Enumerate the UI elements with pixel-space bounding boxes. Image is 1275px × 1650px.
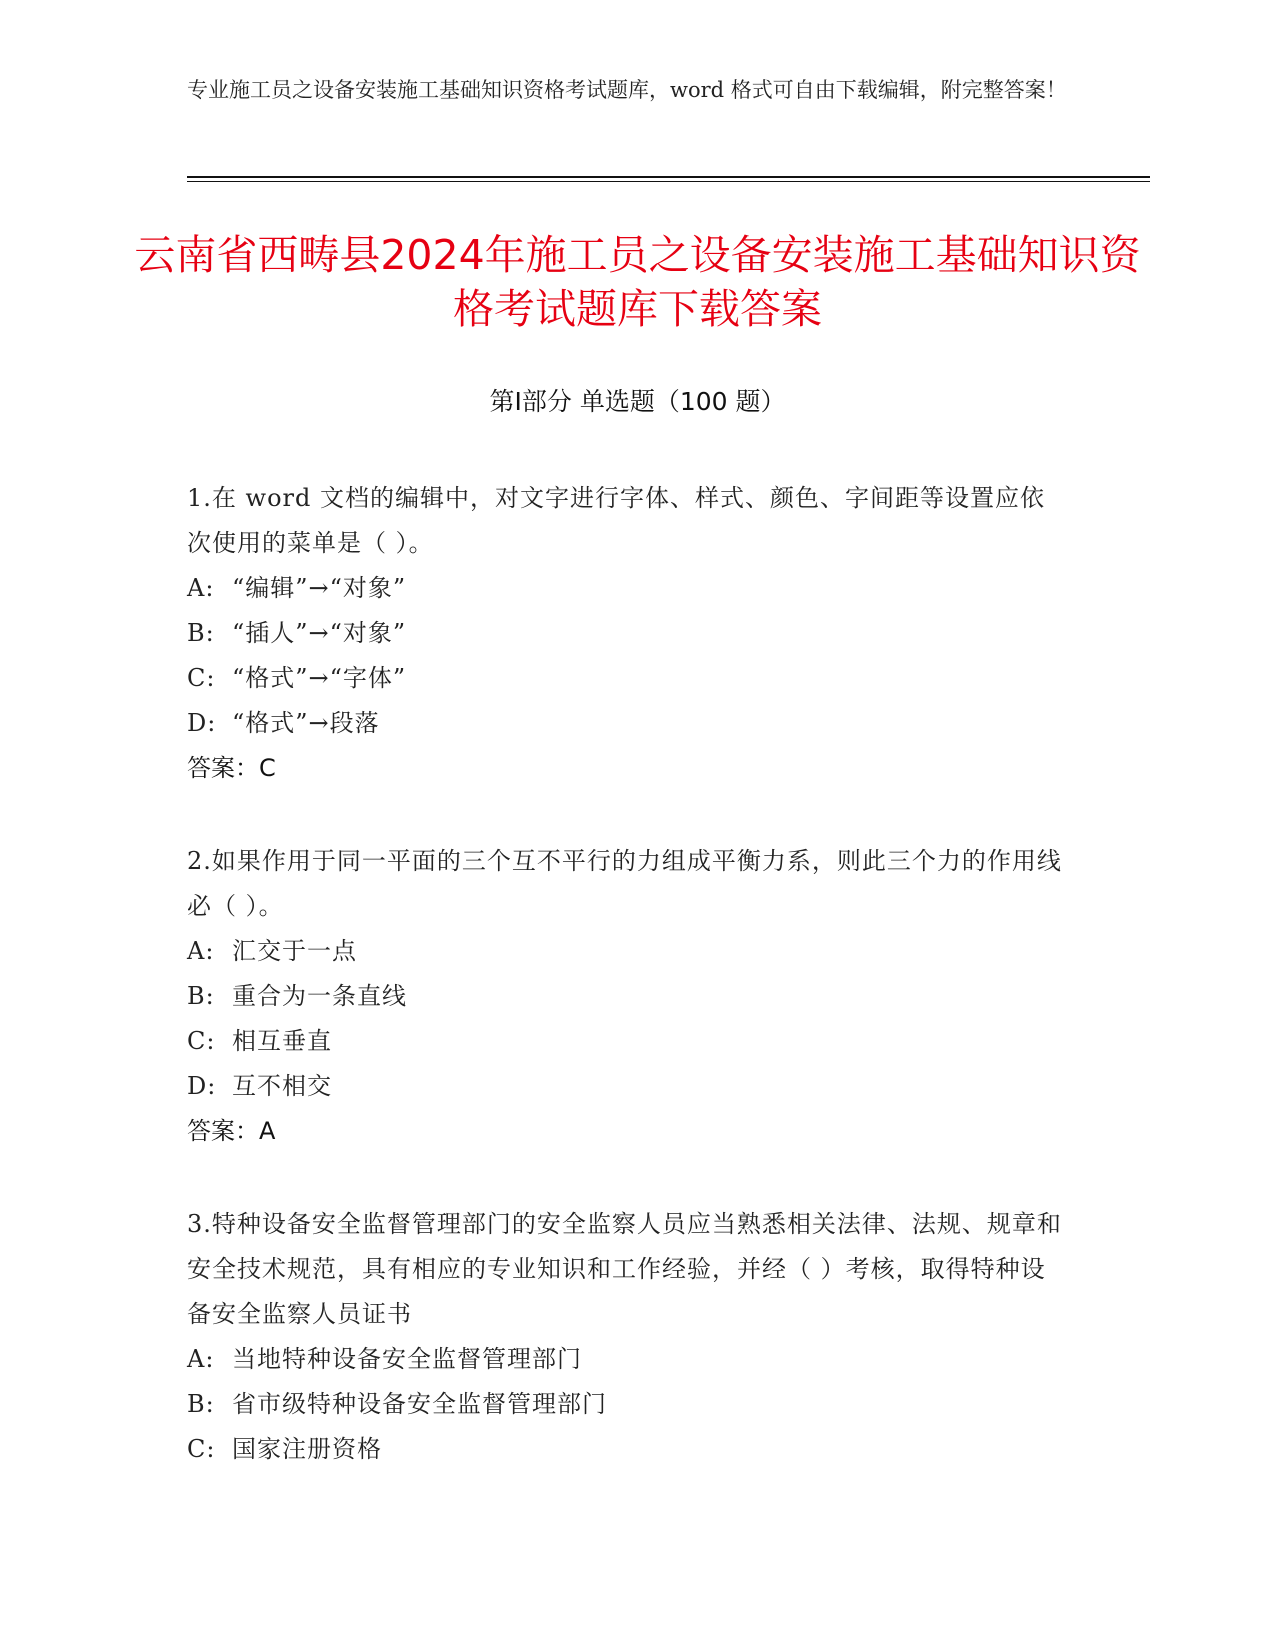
option-text: 省市级特种设备安全监督管理部门 xyxy=(232,1390,607,1418)
header-rule-thin xyxy=(187,181,1150,182)
answer-line: 答案：A xyxy=(187,1117,276,1145)
header-note: 专业施工员之设备安装施工基础知识资格考试题库，word 格式可自由下载编辑，附完整答案！ xyxy=(187,78,1067,102)
option-key: B: xyxy=(187,982,215,1010)
option-key: B: xyxy=(187,1390,215,1418)
option-text: 互不相交 xyxy=(232,1072,332,1100)
option-b xyxy=(187,974,1067,1019)
option-text: “格式”→段落 xyxy=(232,709,380,737)
option-text: 国家注册资格 xyxy=(232,1435,382,1463)
option-key: A: xyxy=(187,574,215,602)
question-2 xyxy=(187,839,1067,1154)
option-key: C: xyxy=(187,664,216,692)
option-text: 当地特种设备安全监督管理部门 xyxy=(232,1345,582,1373)
option-text: “格式”→“字体” xyxy=(232,664,407,692)
option-key: C: xyxy=(187,1027,216,1055)
option-text: “插人”→“对象” xyxy=(232,619,407,647)
option-b xyxy=(187,611,1067,656)
option-c xyxy=(187,1019,1067,1064)
option-c xyxy=(187,656,1067,701)
option-a xyxy=(187,566,1067,611)
option-c xyxy=(187,1427,1067,1472)
question-1 xyxy=(187,476,1067,791)
option-text: 相互垂直 xyxy=(232,1027,332,1055)
option-d xyxy=(187,701,1067,746)
question-3 xyxy=(187,1202,1067,1472)
option-text: 重合为一条直线 xyxy=(232,982,407,1010)
option-key: A: xyxy=(187,1345,215,1373)
option-text: “编辑”→“对象” xyxy=(232,574,407,602)
option-key: A: xyxy=(187,937,215,965)
document-title: 云南省西畴县2024年施工员之设备安装施工基础知识资格考试题库下载答案 xyxy=(134,231,1141,333)
option-key: C: xyxy=(187,1435,216,1463)
question-list xyxy=(187,476,1067,1520)
option-d xyxy=(187,1064,1067,1109)
question-stem: 1.在 word 文档的编辑中，对文字进行字体、样式、颜色、字间距等设置应依次使用的菜单是（ ）。 xyxy=(187,484,1045,557)
option-key: D: xyxy=(187,709,217,737)
header-rule-thick xyxy=(187,176,1150,178)
option-key: D: xyxy=(187,1072,217,1100)
answer-line: 答案：C xyxy=(187,754,276,782)
question-stem: 3.特种设备安全监督管理部门的安全监察人员应当熟悉相关法律、法规、规章和安全技术规范，具有相应的专业知识和工作经验，并经（ ）考核，取得特种设备安全监察人员证书 xyxy=(187,1210,1062,1328)
option-a xyxy=(187,1337,1067,1382)
section-title: 第Ⅰ部分 单选题（100 题） xyxy=(489,387,786,416)
option-a xyxy=(187,929,1067,974)
option-key: B: xyxy=(187,619,215,647)
question-stem: 2.如果作用于同一平面的三个互不平行的力组成平衡力系，则此三个力的作用线必（ ）。 xyxy=(187,847,1062,920)
option-text: 汇交于一点 xyxy=(232,937,357,965)
option-b xyxy=(187,1382,1067,1427)
